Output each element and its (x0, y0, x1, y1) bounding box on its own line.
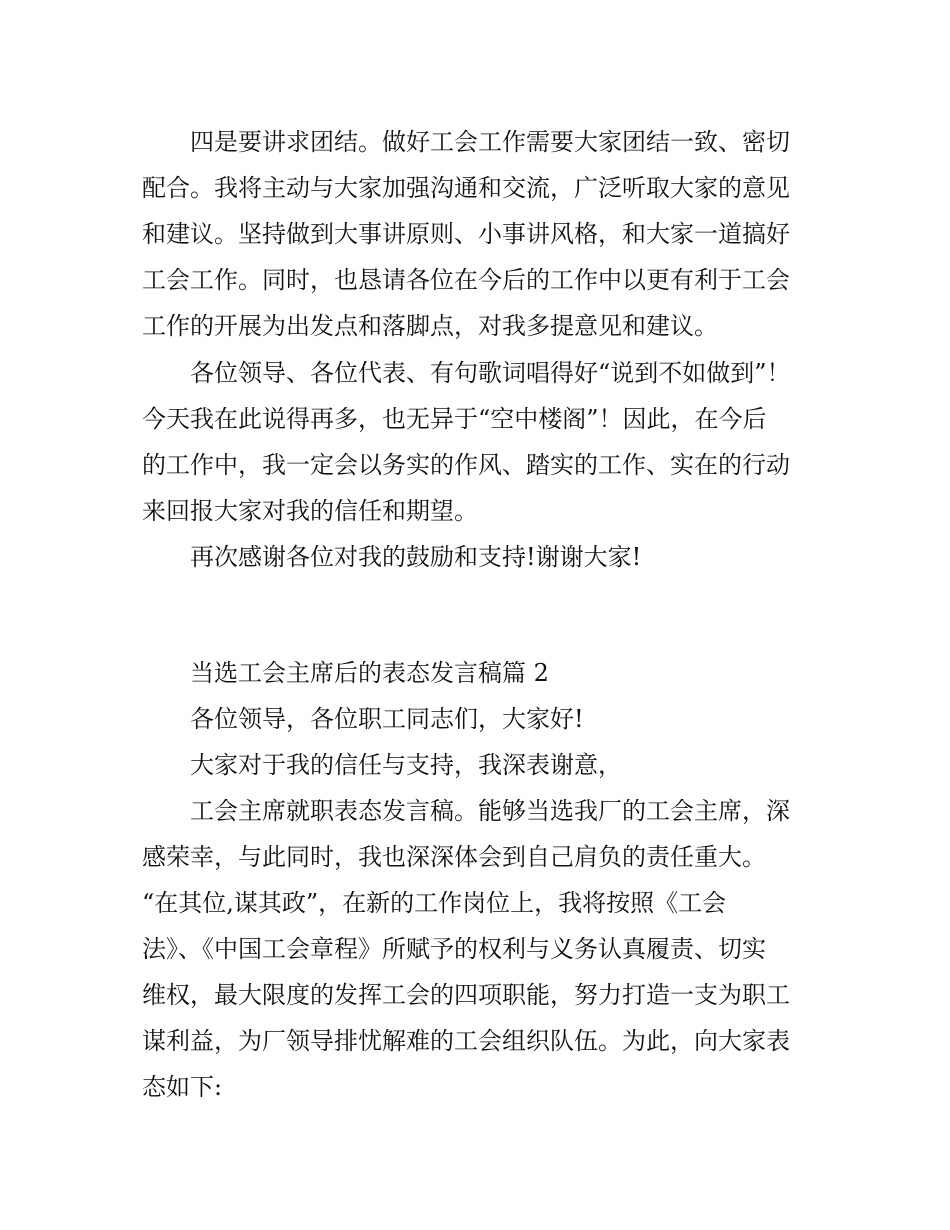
paragraph-unity-line-4: 工会工作。同时，也恳请各位在今后的工作中以更有利于工会 (142, 266, 790, 294)
paragraph-pledge-line-5: 维权，最大限度的发挥工会的四项职能，努力打造一支为职工 (142, 981, 790, 1009)
greeting: 各位领导，各位职工同志们，大家好! (190, 705, 584, 733)
paragraph-thanks-line-1: 再次感谢各位对我的鼓励和支持!谢谢大家! (190, 543, 642, 571)
paragraph-unity-line-2: 配合。我将主动与大家加强沟通和交流，广泛听取大家的意见 (142, 174, 790, 202)
paragraph-pledge-line-7: 态如下: (142, 1073, 223, 1101)
paragraph-unity-line-1: 四是要讲求团结。做好工会工作需要大家团结一致、密切 (190, 128, 790, 156)
paragraph-unity-line-5: 工作的开展为出发点和落脚点，对我多提意见和建议。 (142, 312, 718, 340)
paragraph-pledge-line-6: 谋利益，为厂领导排忧解难的工会组织队伍。为此，向大家表 (142, 1027, 790, 1055)
paragraph-pledge-line-1: 工会主席就职表态发言稿。能够当选我厂的工会主席，深 (190, 797, 790, 825)
section-title: 当选工会主席后的表态发言稿篇 2 (190, 659, 549, 687)
paragraph-action-line-3: 的工作中，我一定会以务实的作风、踏实的工作、实在的行动 (142, 451, 790, 479)
paragraph-gratitude: 大家对于我的信任与支持，我深表谢意， (190, 751, 622, 779)
paragraph-unity-line-3: 和建议。坚持做到大事讲原则、小事讲风格，和大家一道搞好 (142, 220, 790, 248)
paragraph-pledge-line-4: 法》、《中国工会章程》所赋予的权利与义务认真履责、切实 (142, 935, 766, 963)
paragraph-pledge-line-2: 感荣幸，与此同时，我也深深体会到自己肩负的责任重大。 (142, 843, 766, 871)
paragraph-action-line-2: 今天我在此说得再多，也无异于“空中楼阁”！因此，在今后 (142, 405, 767, 433)
paragraph-action-line-4: 来回报大家对我的信任和期望。 (142, 497, 478, 525)
paragraph-pledge-line-3: “在其位,谋其政”，在新的工作岗位上，我将按照《工会 (142, 889, 727, 917)
paragraph-action-line-1: 各位领导、各位代表、有句歌词唱得好“说到不如做到”！ (190, 359, 791, 387)
